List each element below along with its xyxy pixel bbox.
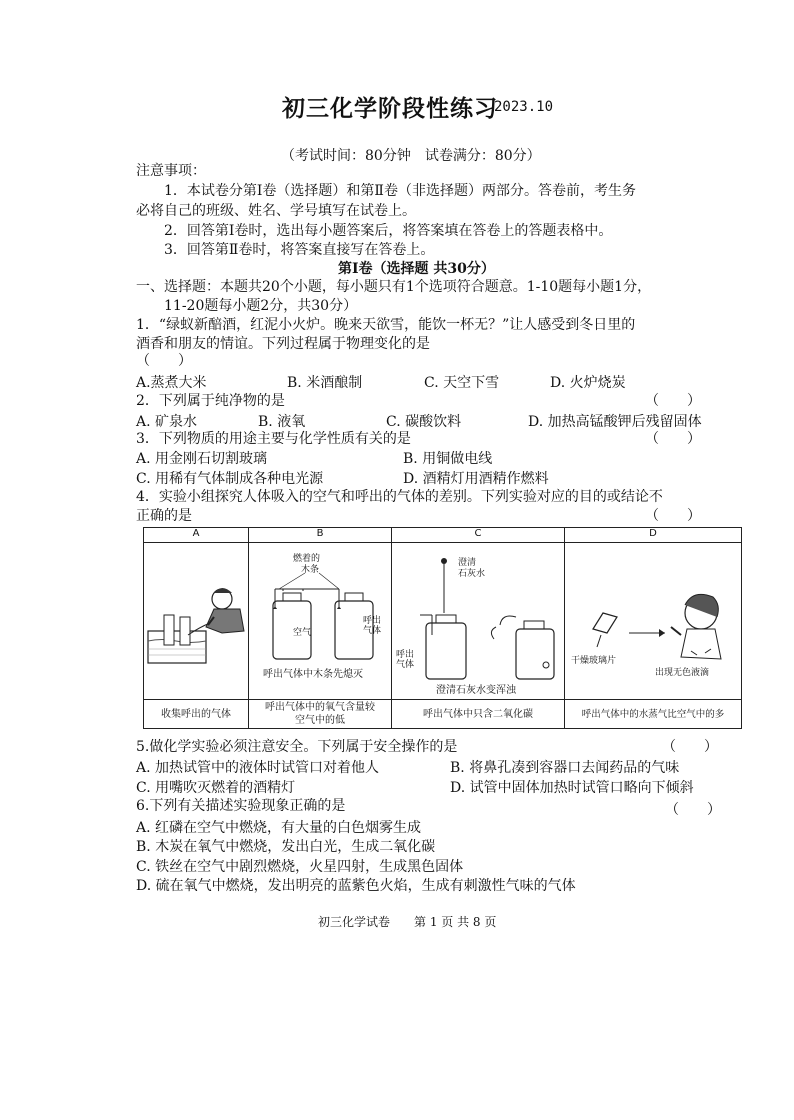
- q6-option-c: C. 铁丝在空气中剧烈燃烧，火星四射，生成黑色固体: [136, 859, 464, 875]
- q2-stem: 2．下列属于纯净物的是: [136, 393, 285, 409]
- q1-option-c: C. 天空下雪: [424, 375, 500, 391]
- q4-stem-b: 正确的是: [136, 508, 192, 524]
- q2-option-c: C. 碳酸饮料: [386, 414, 462, 430]
- q4-answer-paren: （ ）: [645, 508, 701, 524]
- q3-option-b: B. 用铜做电线: [403, 451, 493, 467]
- q2-option-d: D. 加热高锰酸钾后残留固体: [528, 414, 702, 430]
- q3-stem: 3．下列物质的用途主要与化学性质有关的是: [136, 431, 411, 447]
- q1-option-a: A.蒸煮大米: [136, 375, 207, 391]
- fig-b-label-stick: 木条: [301, 565, 320, 575]
- q1-stem-b: 酒香和朋友的情谊。下列过程属于物理变化的是: [136, 336, 430, 352]
- exam-info: （考试时间：80分钟 试卷满分：80分）: [281, 148, 541, 164]
- q5-answer-paren: （ ）: [662, 739, 718, 755]
- q6-option-b: B. 木炭在氧气中燃烧，发出白光，生成二氧化碳: [136, 839, 436, 855]
- fig-c-label-lime-a: 澄清: [458, 558, 477, 568]
- exam-title: 初三化学阶段性练习: [282, 95, 498, 122]
- q3-answer-paren: （ ）: [645, 431, 701, 447]
- q5-option-a: A. 加热试管中的液体时试管口对着他人: [136, 760, 380, 776]
- q6-stem: 6.下列有关描述实验现象正确的是: [136, 798, 346, 814]
- q3-option-d: D. 酒精灯用酒精作燃料: [403, 471, 549, 487]
- note-1b: 必将自己的班级、姓名、学号填写在试卷上。: [136, 203, 416, 219]
- q1-stem-a: 1．“绿蚁新醅酒，红泥小火炉。晚来天欲雪，能饮一杯无？”让人感受到冬日里的: [136, 317, 636, 333]
- col-header-a: A: [144, 528, 249, 543]
- q5-option-c: C. 用嘴吹灭燃着的酒精灯: [136, 780, 296, 796]
- figure-b-cell: [249, 543, 392, 700]
- col-header-b: B: [249, 528, 392, 543]
- q6-option-d: D. 硫在氧气中燃烧，发出明亮的蓝紫色火焰，生成有刺激性气味的气体: [136, 878, 576, 894]
- caption-c: 呼出气体中只含二氧化碳: [392, 700, 565, 729]
- q3-option-a: A. 用金刚石切割玻璃: [136, 451, 268, 467]
- q4-stem-a: 4．实验小组探究人体吸入的空气和呼出的气体的差别。下列实验对应的目的或结论不: [136, 489, 663, 505]
- figure-d-illustration: [565, 543, 741, 693]
- caption-b-line2: 空气中的低: [295, 715, 345, 726]
- figure-d-cell: [565, 543, 742, 700]
- q5-stem: 5.做化学实验必须注意安全。下列属于安全操作的是: [136, 739, 458, 755]
- q2-answer-paren: （ ）: [645, 393, 701, 409]
- fig-c-label-exhaled-b: 气体: [396, 660, 415, 670]
- fig-d-label-glass: 干燥玻璃片: [571, 656, 617, 666]
- caption-a: 收集呼出的气体: [144, 700, 249, 729]
- caption-b-line1: 呼出气体中的氧气含量较: [265, 702, 375, 713]
- q2-option-a: A. 矿泉水: [136, 414, 198, 430]
- note-3: 3．回答第Ⅱ卷时，将答案直接写在答卷上。: [164, 242, 435, 258]
- fig-b-label-exhaled-b: 气体: [363, 626, 382, 636]
- part1-title: 第Ⅰ卷（选择题 共30分）: [338, 261, 495, 277]
- col-header-d: D: [565, 528, 742, 543]
- note-1a: 1．本试卷分第Ⅰ卷（选择题）和第Ⅱ卷（非选择题）两部分。答卷前，考生务: [164, 183, 636, 199]
- q4-figure-table: [143, 527, 742, 729]
- part1-intro-b: 11-20题每小题2分，共30分）: [164, 298, 358, 314]
- q3-option-c: C. 用稀有气体制成各种电光源: [136, 471, 324, 487]
- q6-answer-paren: （ ）: [665, 802, 721, 818]
- q1-option-b: B. 米酒酿制: [287, 375, 363, 391]
- figure-a-cell: [144, 543, 249, 700]
- fig-b-result: 呼出气体中木条先熄灭: [263, 669, 363, 680]
- q6-option-a: A. 红磷在空气中燃烧，有大量的白色烟雾生成: [136, 820, 422, 836]
- caption-b: [249, 700, 392, 729]
- figure-c-cell: [392, 543, 565, 700]
- caption-d: 呼出气体中的水蒸气比空气中的多: [565, 700, 742, 729]
- fig-b-label-air: 空气: [293, 628, 312, 638]
- fig-c-result: 澄清石灰水变浑浊: [436, 685, 516, 696]
- fig-d-result: 出现无色液滴: [655, 668, 710, 678]
- figure-a-illustration: [144, 543, 248, 693]
- part1-intro-a: 一、选择题：本题共20个小题，每小题只有1个选项符合题意。1-10题每小题1分，: [136, 279, 652, 295]
- note-2: 2．回答第Ⅰ卷时，选出每小题答案后，将答案填在答卷上的答题表格中。: [164, 223, 613, 239]
- notes-heading: 注意事项：: [136, 163, 206, 179]
- q2-option-b: B. 液氧: [258, 414, 306, 430]
- q5-option-b: B. 将鼻孔凑到容器口去闻药品的气味: [450, 760, 680, 776]
- page-footer: 初三化学试卷 第 1 页 共 8 页: [318, 915, 497, 929]
- q1-answer-paren: （ ）: [136, 353, 192, 369]
- col-header-c: C: [392, 528, 565, 543]
- fig-b-label-exhaled-a: 呼出: [363, 616, 382, 626]
- fig-c-label-lime-b: 石灰水: [458, 569, 486, 579]
- exam-date: 2023.10: [494, 99, 554, 115]
- fig-b-label-burning: 燃着的: [293, 554, 321, 564]
- fig-c-label-exhaled-a: 呼出: [396, 650, 415, 660]
- q5-option-d: D. 试管中固体加热时试管口略向下倾斜: [450, 780, 694, 796]
- q1-option-d: D. 火炉烧炭: [550, 375, 626, 391]
